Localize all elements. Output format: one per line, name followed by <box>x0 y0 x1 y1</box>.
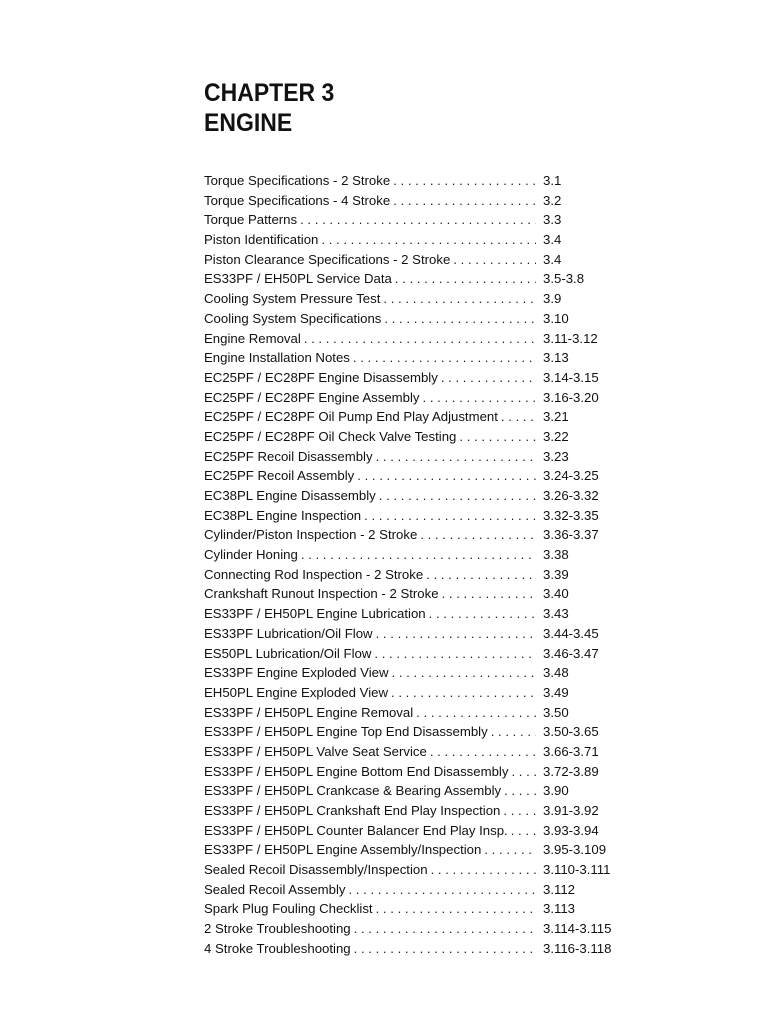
dot-leader <box>504 781 536 801</box>
toc-entry <box>204 860 624 880</box>
dot-leader <box>383 289 536 309</box>
toc-entry <box>204 762 624 782</box>
toc-entry-title: ES50PL Lubrication/Oil Flow <box>204 645 372 661</box>
toc-entry-title: Sealed Recoil Disassembly/Inspection <box>204 862 428 878</box>
toc-entry <box>204 899 624 919</box>
dot-leader <box>379 486 536 506</box>
toc-entry-page: 3.3 <box>543 212 562 228</box>
dot-leader <box>501 407 536 427</box>
toc-entry-title: ES33PF / EH50PL Engine Lubrication <box>204 606 426 622</box>
toc-entry-title: EC25PF Recoil Assembly <box>204 468 355 484</box>
dot-leader <box>364 506 536 526</box>
toc-entry-page: 3.4 <box>543 251 562 267</box>
toc-entry-page: 3.66-3.71 <box>543 743 599 759</box>
toc-entry <box>204 250 624 270</box>
toc-entry-page: 3.50-3.65 <box>543 724 599 740</box>
toc-entry-page: 3.16-3.20 <box>543 389 599 405</box>
toc-entry <box>204 407 624 427</box>
dot-leader <box>353 348 536 368</box>
toc-entry-title: ES33PF / EH50PL Crankshaft End Play Inspection <box>204 803 501 818</box>
dot-leader <box>376 447 536 467</box>
toc-entry-page: 3.11-3.12 <box>543 330 598 346</box>
toc-entry-title: ES33PF / EH50PL Engine Assembly/Inspection <box>204 842 482 858</box>
chapter-number: CHAPTER 3 <box>204 79 335 107</box>
toc-entry-page: 3.23 <box>543 448 569 464</box>
toc-entry-page: 3.36-3.37 <box>543 527 599 543</box>
dot-leader <box>503 801 536 821</box>
toc-entry <box>204 388 624 408</box>
toc-entry-title: EC38PL Engine Inspection <box>204 507 362 523</box>
toc-entry-page: 3.4 <box>543 232 562 248</box>
toc-entry-title: Cooling System Specifications <box>204 310 382 326</box>
dot-leader <box>348 880 536 900</box>
chapter-heading <box>204 78 334 138</box>
dot-leader <box>376 899 536 919</box>
dot-leader <box>354 939 536 959</box>
dot-leader <box>459 427 536 447</box>
dot-leader <box>391 683 536 703</box>
dot-leader <box>304 329 536 349</box>
dot-leader <box>357 466 536 486</box>
dot-leader <box>441 368 536 388</box>
dot-leader <box>393 191 536 211</box>
toc-entry-page: 3.93-3.94 <box>543 822 599 838</box>
toc-entry <box>204 742 624 762</box>
toc-entry-page: 3.5-3.8 <box>543 271 585 287</box>
toc-entry-page: 3.32-3.35 <box>543 507 599 523</box>
dot-leader <box>374 644 536 664</box>
toc-entry <box>204 466 624 486</box>
toc-entry-page: 3.113 <box>543 901 576 917</box>
toc-entry-page: 3.22 <box>543 428 569 444</box>
toc-entry-title: Torque Specifications - 4 Stroke <box>204 192 391 208</box>
toc-entry-page: 3.9 <box>543 291 562 307</box>
toc-entry-page: 3.72-3.89 <box>543 763 599 779</box>
toc-entry <box>204 703 624 723</box>
dot-leader <box>301 545 536 565</box>
toc-entry-title: Engine Removal <box>204 330 301 346</box>
toc-entry-title: Piston Clearance Specifications - 2 Stroke <box>204 251 451 267</box>
dot-leader <box>453 250 536 270</box>
toc-entry-page: 3.46-3.47 <box>543 645 599 661</box>
toc-entry-title: EC25PF / EC28PF Oil Check Valve Testing <box>204 428 457 444</box>
toc-entry-title: ES33PF / EH50PL Valve Seat Service <box>204 743 427 759</box>
toc-entry-page: 3.43 <box>543 606 569 622</box>
toc-entry-title: EC25PF / EC28PF Engine Assembly <box>204 389 420 405</box>
toc-entry-title: ES33PF / EH50PL Engine Top End Disassembly <box>204 724 488 740</box>
toc-entry-page: 3.38 <box>543 547 569 563</box>
toc-entry <box>204 919 624 939</box>
toc-entry <box>204 210 624 230</box>
toc-entry <box>204 722 624 742</box>
toc-entry-page: 3.91-3.92 <box>543 803 599 818</box>
toc-entry-page: 3.10 <box>543 310 569 326</box>
toc-entry <box>204 683 624 703</box>
dot-leader <box>376 624 536 644</box>
toc-entry-page: 3.40 <box>543 586 569 602</box>
toc-entry-title: 2 Stroke Troubleshooting <box>204 921 351 937</box>
toc-entry <box>204 545 624 565</box>
toc-entry <box>204 269 624 289</box>
toc-entry-page: 3.2 <box>543 192 562 208</box>
toc-entry-title: Sealed Recoil Assembly <box>204 881 346 897</box>
toc-entry <box>204 604 624 624</box>
toc-entry-title: Torque Specifications - 2 Stroke <box>204 173 391 188</box>
toc-entry <box>204 348 624 368</box>
toc-entry-page: 3.48 <box>543 665 569 681</box>
dot-leader <box>511 821 536 841</box>
toc-entry <box>204 525 624 545</box>
toc-entry-title: EC25PF Recoil Disassembly <box>204 448 373 464</box>
toc-entry-page: 3.24-3.25 <box>543 468 599 484</box>
toc-entry-title: Crankshaft Runout Inspection - 2 Stroke <box>204 586 439 602</box>
dot-leader <box>395 269 536 289</box>
toc-entry-title: Torque Patterns <box>204 212 298 228</box>
toc-entry <box>204 506 624 526</box>
dot-leader <box>429 604 536 624</box>
toc-entry-title: EC25PF / EC28PF Engine Disassembly <box>204 369 438 385</box>
toc-entry <box>204 624 624 644</box>
toc-entry-title: EC38PL Engine Disassembly <box>204 488 376 503</box>
toc-entry <box>204 781 624 801</box>
toc-entry <box>204 329 624 349</box>
toc-entry-title: Cylinder/Piston Inspection - 2 Stroke <box>204 527 418 543</box>
toc-entry-page: 3.39 <box>543 566 569 582</box>
dot-leader <box>384 309 536 329</box>
toc-entry <box>204 486 624 506</box>
toc-entry-page: 3.95-3.109 <box>543 842 607 858</box>
toc-entry-title: ES33PF / EH50PL Crankcase & Bearing Assembly <box>204 783 502 799</box>
toc-entry-title: Connecting Rod Inspection - 2 Stroke <box>204 566 424 582</box>
dot-leader <box>430 742 536 762</box>
toc-entry <box>204 447 624 467</box>
toc-entry <box>204 171 624 191</box>
toc-entry-title: Spark Plug Fouling Checklist <box>204 901 373 917</box>
toc-entry-page: 3.1 <box>543 173 562 188</box>
toc-entry-title: 4 Stroke Troubleshooting <box>204 940 351 956</box>
toc-entry-page: 3.21 <box>543 409 569 425</box>
toc-entry <box>204 821 624 841</box>
toc-entry-page: 3.90 <box>543 783 569 799</box>
toc-entry <box>204 565 624 585</box>
toc-entry <box>204 191 624 211</box>
toc-entry-page: 3.110-3.111 <box>543 862 611 878</box>
toc-entry <box>204 584 624 604</box>
dot-leader <box>431 860 536 880</box>
toc-entry-title: ES33PF Engine Exploded View <box>204 665 389 681</box>
dot-leader <box>491 722 536 742</box>
toc-entry-page: 3.116-3.118 <box>543 940 612 956</box>
toc-entry-title: Cylinder Honing <box>204 547 298 563</box>
dot-leader <box>484 840 536 860</box>
toc-entry-page: 3.112 <box>543 881 576 897</box>
dot-leader <box>300 210 536 230</box>
toc-entry-page: 3.26-3.32 <box>543 488 599 503</box>
toc-entry-page: 3.114-3.115 <box>543 921 612 937</box>
toc-entry-title: Cooling System Pressure Test <box>204 291 381 307</box>
dot-leader <box>354 919 536 939</box>
dot-leader <box>392 663 536 683</box>
toc-entry-title: ES33PF / EH50PL Engine Removal <box>204 704 414 720</box>
toc-entry-title: Engine Installation Notes <box>204 350 350 366</box>
chapter-title: ENGINE <box>204 109 293 137</box>
dot-leader <box>511 762 536 782</box>
toc-entry-page: 3.13 <box>543 350 569 366</box>
dot-leader <box>420 525 536 545</box>
toc-entry <box>204 663 624 683</box>
toc-entry-title: ES33PF / EH50PL Service Data <box>204 271 392 287</box>
toc-entry <box>204 230 624 250</box>
toc-entry-page: 3.49 <box>543 684 569 700</box>
toc-entry-title: ES33PF Lubrication/Oil Flow <box>204 625 373 641</box>
toc-entry-title: ES33PF / EH50PL Engine Bottom End Disassembly <box>204 763 509 779</box>
toc-entry-title: EC25PF / EC28PF Oil Pump End Play Adjustment <box>204 409 498 425</box>
toc-entry <box>204 939 624 959</box>
toc-entry-page: 3.14-3.15 <box>543 369 599 385</box>
toc-entry-page: 3.44-3.45 <box>543 625 599 641</box>
toc-entry <box>204 368 624 388</box>
dot-leader <box>393 171 536 191</box>
dot-leader <box>416 703 536 723</box>
dot-leader <box>442 584 536 604</box>
dot-leader <box>321 230 536 250</box>
toc-entry-title: ES33PF / EH50PL Counter Balancer End Play Insp. <box>204 822 508 838</box>
toc-entry <box>204 309 624 329</box>
toc-entry <box>204 880 624 900</box>
toc-entry <box>204 427 624 447</box>
toc-entry <box>204 801 624 821</box>
dot-leader <box>426 565 536 585</box>
dot-leader <box>423 388 537 408</box>
toc-entry-title: EH50PL Engine Exploded View <box>204 684 389 700</box>
toc-entry <box>204 840 624 860</box>
table-of-contents <box>204 171 624 959</box>
toc-entry-page: 3.50 <box>543 704 569 720</box>
toc-entry <box>204 289 624 309</box>
toc-entry-title: Piston Identification <box>204 232 319 248</box>
toc-entry <box>204 644 624 664</box>
